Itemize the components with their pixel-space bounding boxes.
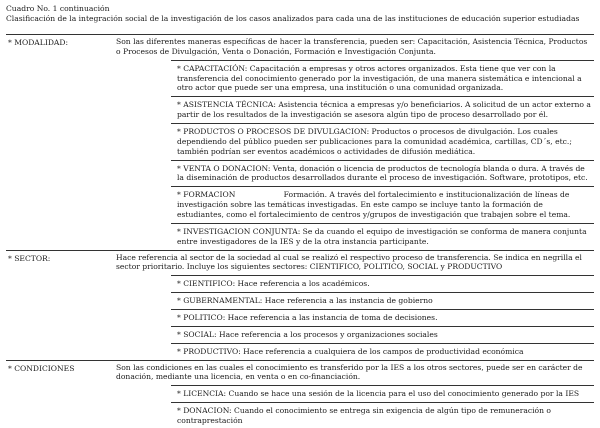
subcategory-gubernamental: * GUBERNAMENTAL: Hace referencia a las instancia de gobierno bbox=[171, 292, 594, 309]
subcategory-politico: * POLITICO: Hace referencia a las instancia de toma de decisiones. bbox=[171, 309, 594, 326]
subcategory-donacion: * DONACION: Cuando el conocimiento se entrega sin exigencia de algún tipo de remuneración o contraprestación bbox=[171, 402, 594, 428]
section-intro: Hace referencia al sector de la sociedad al cual se realizó el respectivo proceso de transferencia. Se indica en negrilla el sector prioritario. Incluye los siguientes sectores: CIENTIFICO, POLITICO, SOCIAL y PRODUCTIVO bbox=[116, 252, 582, 272]
subcategory-asistencia-tecnica: * ASISTENCIA TÉCNICA: Asistencia técnica a empresas y/o beneficiarios. A solicitud de un actor externo a partir de los resultados de la investigación se asesora algún tipo de proceso desarrollado por él. bbox=[171, 96, 594, 123]
subcategory-social: * SOCIAL: Hace referencia a los procesos y organizaciones sociales bbox=[171, 326, 594, 343]
section-modalidad bbox=[6, 35, 594, 251]
section-body bbox=[114, 251, 594, 360]
subcategory-productos-divulgacion: * PRODUCTOS O PROCESOS DE DIVULGACION: Productos o procesos de divulgación. Los cuales dependiendo del público pueden ser publicaciones para la comunidad académica, cartillas, CD´s, etc.; también podrían ser eventos académicos o actividades de difusión mediática. bbox=[171, 123, 594, 160]
caption-title: Clasificación de la integración social de la investigación de los casos analizados para cada una de las instituciones de educación superior estudiadas bbox=[6, 13, 580, 23]
section-intro: Son las diferentes maneras específicas de hacer la transferencia, pueden ser: Capacitación, Asistencia Técnica, Productos o Procesos de Divulgación, Venta o Donación, Formación e Investigación Conjunta. bbox=[116, 37, 588, 56]
section-sector bbox=[6, 251, 594, 361]
subcategory-licencia: * LICENCIA: Cuando se hace una sesión de la licencia para el uso del conocimiento generado por la IES bbox=[171, 385, 594, 402]
classification-table bbox=[6, 34, 594, 428]
table-caption bbox=[6, 4, 594, 24]
caption-number: Cuadro No. 1 continuación bbox=[6, 4, 110, 13]
section-label: * SECTOR: bbox=[8, 253, 51, 263]
subcategory-cientifico: * CIENTIFICO: Hace referencia a los académicos. bbox=[171, 275, 594, 292]
subcategory-capacitacion: * CAPACITACIÓN: Capacitación a empresas y otros actores organizados. Esta tiene que ver con la transferencia del conocimiento generado por la investigación, de una manera sistemática e intencional a otro actor que puede ser una empresa, una institución o una comunidad organizada. bbox=[171, 60, 594, 97]
section-condiciones bbox=[6, 361, 594, 428]
section-label: * CONDICIONES bbox=[8, 363, 75, 373]
subcategory-formacion: * FORMACION Formación. A través del fortalecimiento e institucionalización de líneas de investigación sobre las temáticas investigadas. En este campo se incluye tanto la formación de estudiantes, como el fortalecimiento de centros y/grupos de investigación que trabajen sobre el tema. bbox=[171, 186, 594, 223]
subcategory-venta-donacion: * VENTA O DONACION: Venta, donación o licencia de productos de tecnología blanda o dura. A través de la diseminación de productos desarrollados durante el proceso de investigación. Software, prototipos, etc. bbox=[171, 160, 594, 187]
subcategory-investigacion-conjunta: * INVESTIGACION CONJUNTA: Se da cuando el equipo de investigación se conforma de manera conjunta entre investigadores de la IES y de la otra instancia participante. bbox=[171, 223, 594, 250]
subcategory-productivo: * PRODUCTIVO: Hace referencia a cualquiera de los campos de productividad económica bbox=[171, 343, 594, 360]
section-body bbox=[114, 361, 594, 428]
section-body bbox=[114, 35, 594, 250]
section-intro: Son las condiciones en las cuales el conocimiento es transferido por la IES a los otros sectores, puede ser en carácter de donación, mediante una licencia, en venta o en co-financiación. bbox=[116, 362, 583, 382]
section-label: * MODALIDAD: bbox=[8, 38, 69, 47]
